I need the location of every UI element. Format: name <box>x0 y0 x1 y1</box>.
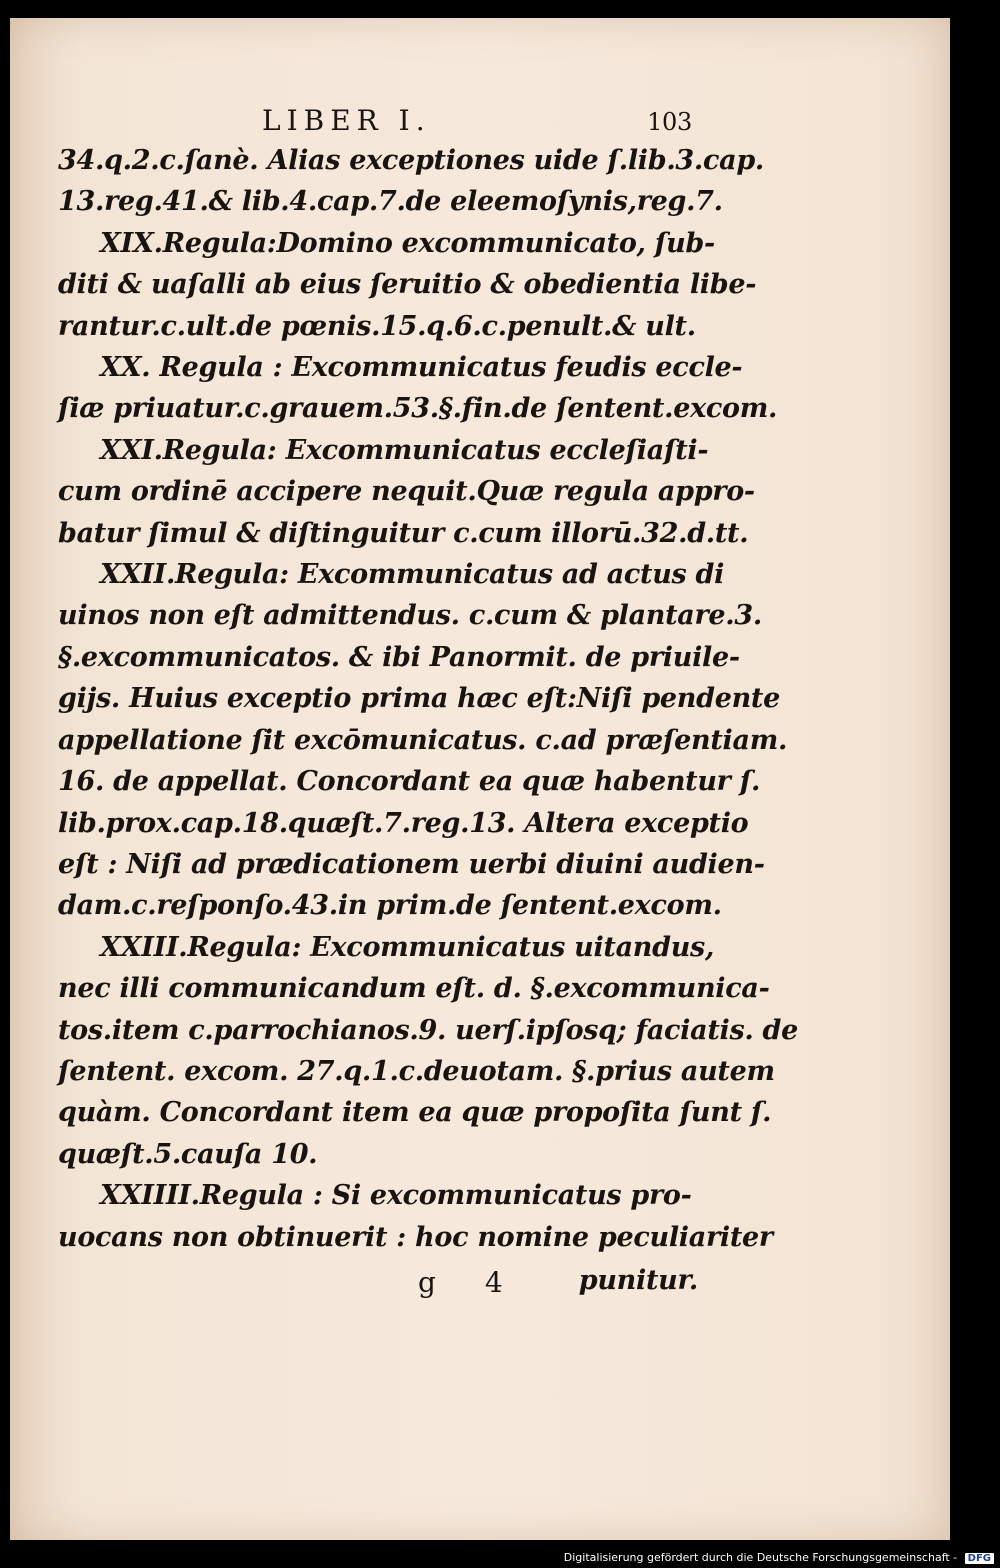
text-line: 16. de appellat. Concordant ea quæ habentur ſ. <box>58 766 761 798</box>
text-line: eſt : Niſi ad prædicationem uerbi diuini audien- <box>58 848 765 880</box>
page-number: 103 <box>647 108 692 136</box>
text-line: uocans non obtinuerit : hoc nomine peculiariter <box>58 1221 773 1253</box>
text-line: §.excommunicatos. & ibi Panormit. de priuile- <box>58 641 740 673</box>
text-line: batur ſimul & diſtinguitur c.cum illorū.32.d.tt. <box>58 517 749 549</box>
digitization-credit <box>564 1551 994 1564</box>
text-line: appellatione ſit excōmunicatus. c.ad præſentiam. <box>58 724 788 756</box>
catchword: punitur. <box>578 1264 698 1296</box>
text-line: lib.prox.cap.18.quæſt.7.reg.13. Altera exceptio <box>58 807 749 839</box>
text-line: 13.reg.41.& lib.4.cap.7.de eleemoſynis,reg.7. <box>58 186 723 218</box>
rule-heading-line: XXIIII.Regula : Si excommunicatus pro- <box>100 1180 692 1212</box>
text-line: rantur.c.ult.de pœnis.15.q.6.c.penult.& ult. <box>58 310 696 342</box>
text-line: gijs. Huius exceptio prima hæc eſt:Niſi pendente <box>58 683 780 715</box>
text-line: cum ordinē accipere nequit.Quæ regula appro- <box>58 476 755 508</box>
text-line: quàm. Concordant item ea quæ propoſita ſunt ſ. <box>58 1097 772 1129</box>
text-line: uinos non eſt admittendus. c.cum & plantare.3. <box>58 600 762 632</box>
rule-heading-line: XIX.Regula:Domino excommunicato, ſub- <box>100 227 715 259</box>
text-line: diti & uaſalli ab eius ſeruitio & obedientia libe- <box>58 269 757 301</box>
text-line: ſiæ priuatur.c.grauem.53.§.fin.de ſentent.excom. <box>58 393 778 425</box>
text-line: tos.item c.parrochianos.9. uerſ.ipſosq; faciatis. de <box>58 1014 799 1046</box>
text-line: 34.q.2.c.ſanè. Alias exceptiones uide ſ.lib.3.cap. <box>58 145 765 176</box>
text-block <box>58 100 799 1302</box>
text-line: nec illi communicandum eſt. d. §.excommunica- <box>58 973 770 1005</box>
rule-heading-line: XXIII.Regula: Excommunicatus uitandus, <box>100 931 715 963</box>
running-head: LIBER I. <box>262 104 431 137</box>
text-line: dam.c.reſponſo.43.in prim.de ſentent.excom. <box>58 890 722 922</box>
rule-heading-line: XXI.Regula: Excommunicatus eccleſiaſti- <box>100 434 709 466</box>
credit-text: Digitalisierung gefördert durch die Deutsche Forschungsgemeinschaft - <box>563 1551 958 1564</box>
rule-heading-line: XX. Regula : Excommunicatus feudis eccle- <box>100 352 743 384</box>
signature-mark: g 4 <box>418 1265 523 1299</box>
text-line: ſentent. excom. 27.q.1.c.deuotam. §.prius autem <box>58 1055 775 1087</box>
rule-heading-line: XXII.Regula: Excommunicatus ad actus di <box>100 559 725 591</box>
book-page <box>10 18 950 1540</box>
dfg-logo-icon: DFG <box>965 1553 994 1564</box>
text-line: quæſt.5.cauſa 10. <box>58 1138 318 1170</box>
page-header <box>58 100 708 140</box>
page-footer <box>58 1258 708 1302</box>
